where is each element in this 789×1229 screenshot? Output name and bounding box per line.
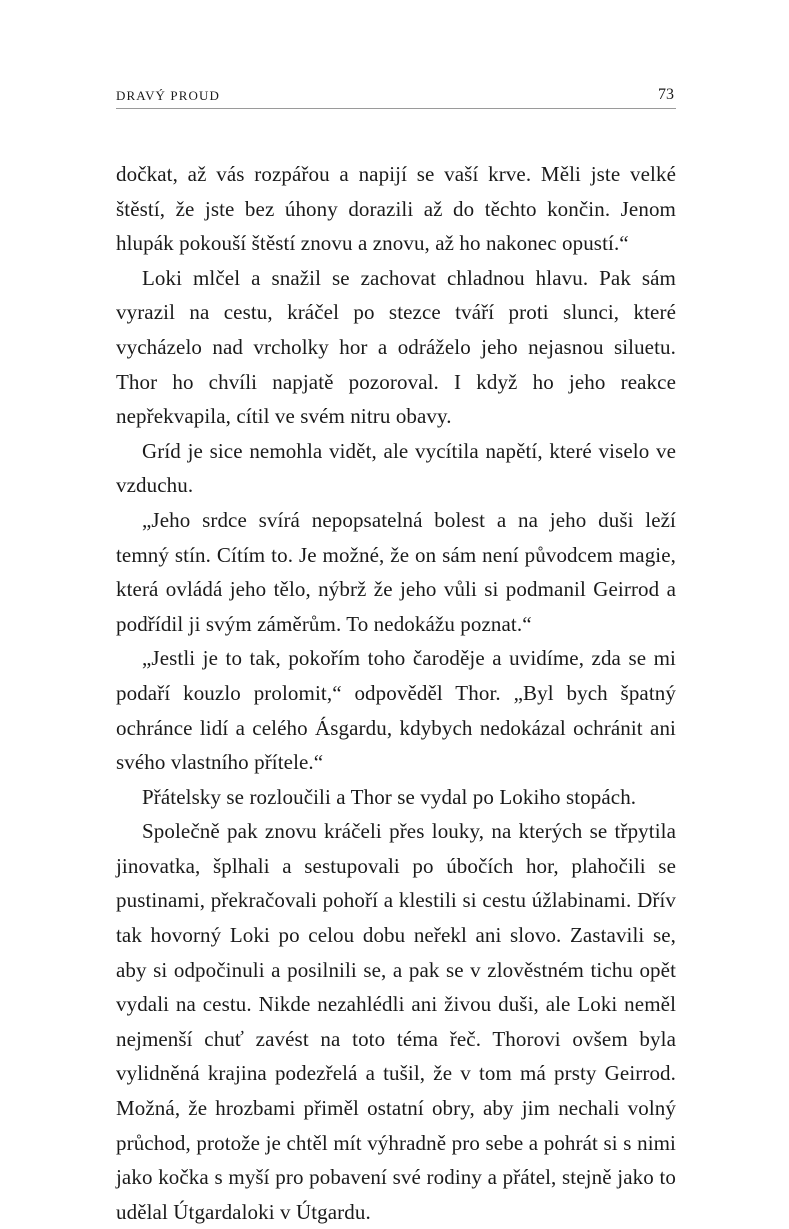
book-page — [116, 0, 676, 1224]
paragraph-6: Přátelsky se rozloučili a Thor se vydal po Lokiho stopách. — [142, 784, 637, 809]
paragraph-5: „Jestli je to tak, pokořím toho čaroděje a uvidíme, zda se mi podaří kouzlo prolomit,“ odpověděl Thor. „Byl bych špatný ochránce lidí a celého Ásgardu, kdybych nedokázal ochránit ani svého vlastního přítele.“ — [116, 646, 676, 775]
running-header — [116, 86, 676, 109]
paragraph-4: „Jeho srdce svírá nepopsatelná bolest a na jeho duši leží temný stín. Cítím to. Je možné, že on sám není původcem magie, která ovládá jeho tělo, nýbrž že jeho vůli si podmanil Geirrod a podřídil ji svým záměrům. To nedokážu poznat.“ — [116, 507, 676, 636]
paragraph-1: dočkat, až vás rozpářou a napijí se vaší krve. Měli jste velké štěstí, že jste bez úhony dorazili až do těchto končin. Jenom hlupák pokouší štěstí znovu a znovu, až ho nakonec opustí.“ — [116, 162, 676, 256]
paragraph-3: Gríd je sice nemohla vidět, ale vycítila napětí, které viselo ve vzduchu. — [116, 438, 676, 498]
body-text — [116, 157, 676, 1229]
paragraph-7: Společně pak znovu kráčeli přes louky, na kterých se třpytila jinovatka, šplhali a sestupovali po úbočích hor, plahočili se pustinami, překračovali pohoří a klestili si cestu úžlabinami. Dřív tak hovorný Loki po celou dobu neřekl ani slovo. Zastavili se, aby si odpočinuli a posilnili se, a pak se v zlověstném tichu opět vydali na cestu. Nikde nezahlédli ani živou duši, ale Loki neměl nejmenší chuť zavést na toto téma řeč. Thorovi ovšem byla vylidněná krajina podezřelá a tušil, že v tom má prsty Geirrod. Možná, že hrozbami přiměl ostatní obry, aby jim nechali volný průchod, protože je chtěl mít výhradně pro sebe a pohrát si s nimi jako kočka s myší pro pobavení své rodiny a přátel, stejně jako to udělal Útgardaloki v Útgardu. — [116, 819, 676, 1224]
running-title: DRAVÝ PROUD — [116, 88, 220, 103]
paragraph-2: Loki mlčel a snažil se zachovat chladnou hlavu. Pak sám vyrazil na cestu, kráčel po stezce tváří proti slunci, které vycházelo nad vrcholky hor a odráželo jeho nejasnou siluetu. Thor ho chvíli napjatě pozoroval. I když ho jeho reakce nepřekvapila, cítil ve svém nitru obavy. — [116, 265, 676, 429]
page-number: 73 — [658, 86, 674, 103]
